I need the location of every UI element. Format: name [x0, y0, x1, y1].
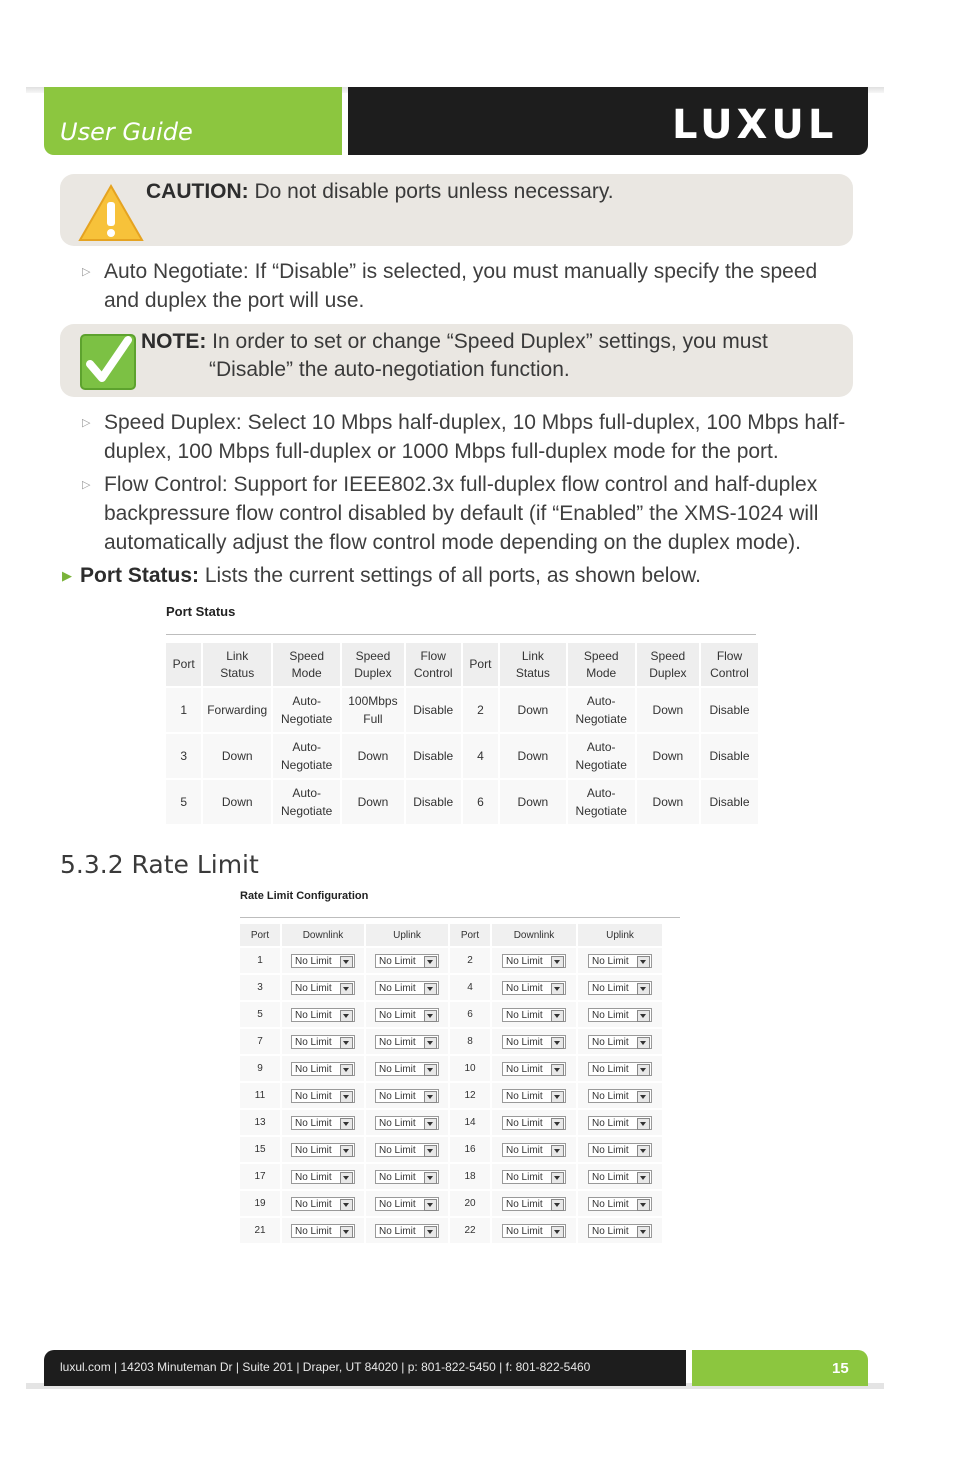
uplink-select[interactable]: No Limit [588, 981, 652, 995]
flow-control-line-1: Flow Control: Support for IEEE802.3x full-duplex flow control and half-duplex [104, 473, 818, 496]
uplink-select[interactable]: No Limit [375, 1089, 439, 1103]
uplink-select[interactable]: No Limit [375, 1116, 439, 1130]
dropdown-arrow-icon[interactable] [637, 1037, 650, 1049]
downlink-select[interactable]: No Limit [502, 1035, 566, 1049]
dropdown-arrow-icon[interactable] [551, 956, 564, 968]
port-number-cell: 11 [240, 1083, 280, 1108]
uplink-cell [578, 975, 662, 1000]
dropdown-arrow-icon[interactable] [340, 1199, 353, 1211]
rate-limit-divider [240, 917, 680, 918]
section-heading: 5.3.2 Rate Limit [60, 850, 259, 879]
port-status-table-frame [160, 640, 760, 818]
port-status-header-cell: Speed Mode [273, 643, 340, 686]
downlink-select[interactable]: No Limit [291, 1170, 355, 1184]
port-status-header-cell: Speed Duplex [342, 643, 403, 686]
dropdown-arrow-icon[interactable] [340, 1037, 353, 1049]
downlink-select[interactable]: No Limit [291, 954, 355, 968]
dropdown-arrow-icon[interactable] [424, 1091, 437, 1103]
dropdown-arrow-icon[interactable] [424, 1226, 437, 1238]
dropdown-arrow-icon[interactable] [340, 1226, 353, 1238]
downlink-cell [282, 975, 364, 1000]
port-status-cell: Disable [701, 688, 758, 732]
auto-negotiate-line-2: and duplex the port will use. [104, 289, 365, 312]
port-status-cell: Auto- Negotiate [568, 780, 635, 824]
downlink-select[interactable]: No Limit [502, 1089, 566, 1103]
rate-limit-row [240, 1002, 662, 1027]
port-number-cell: 10 [450, 1056, 490, 1081]
uplink-cell [578, 1110, 662, 1135]
downlink-cell [492, 1137, 576, 1162]
dropdown-arrow-icon[interactable] [637, 1172, 650, 1184]
dropdown-arrow-icon[interactable] [551, 983, 564, 995]
dropdown-arrow-icon[interactable] [340, 1064, 353, 1076]
downlink-select[interactable]: No Limit [291, 1062, 355, 1076]
rate-limit-row [240, 975, 662, 1000]
dropdown-arrow-icon[interactable] [551, 1118, 564, 1130]
downlink-cell [492, 1110, 576, 1135]
dropdown-arrow-icon[interactable] [637, 1145, 650, 1157]
downlink-select[interactable]: No Limit [291, 1224, 355, 1238]
port-status-cell: 4 [463, 734, 498, 778]
uplink-cell [366, 975, 448, 1000]
rate-limit-header-cell: Downlink [282, 924, 364, 946]
footer-contact: luxul.com | 14203 Minuteman Dr | Suite 201 | Draper, UT 84020 | p: 801-822-5450 | f: 801-822-5460 [60, 1360, 591, 1374]
rate-limit-table [238, 922, 664, 1245]
downlink-select[interactable]: No Limit [291, 1143, 355, 1157]
downlink-cell [282, 1083, 364, 1108]
rate-limit-row [240, 1029, 662, 1054]
rate-limit-table-frame [238, 922, 682, 1237]
rate-limit-header-cell: Port [450, 924, 490, 946]
dropdown-arrow-icon[interactable] [340, 1010, 353, 1022]
port-status-cell: Disable [406, 780, 461, 824]
downlink-cell [492, 1056, 576, 1081]
rate-limit-row [240, 948, 662, 973]
dropdown-arrow-icon[interactable] [424, 1037, 437, 1049]
rate-limit-row [240, 1056, 662, 1081]
dropdown-arrow-icon[interactable] [551, 1199, 564, 1211]
rate-limit-title: Rate Limit Configuration [240, 890, 369, 902]
dropdown-arrow-icon[interactable] [637, 1064, 650, 1076]
downlink-select[interactable]: No Limit [502, 1062, 566, 1076]
downlink-cell [282, 1191, 364, 1216]
port-number-cell: 16 [450, 1137, 490, 1162]
port-status-cell: Auto- Negotiate [568, 688, 635, 732]
port-status-cell: Down [203, 734, 271, 778]
rate-limit-row [240, 1083, 662, 1108]
downlink-select[interactable]: No Limit [502, 1197, 566, 1211]
uplink-cell [366, 1029, 448, 1054]
port-number-cell: 21 [240, 1218, 280, 1243]
note-label: NOTE: [141, 330, 207, 353]
port-number-cell: 9 [240, 1056, 280, 1081]
downlink-select[interactable]: No Limit [291, 981, 355, 995]
port-number-cell: 14 [450, 1110, 490, 1135]
uplink-cell [366, 1056, 448, 1081]
dropdown-arrow-icon[interactable] [340, 1091, 353, 1103]
downlink-cell [492, 1083, 576, 1108]
port-status-table [164, 641, 760, 826]
downlink-cell [492, 1002, 576, 1027]
port-status-cell: Forwarding [203, 688, 271, 732]
uplink-select[interactable]: No Limit [375, 954, 439, 968]
downlink-cell [282, 1137, 364, 1162]
rate-limit-row [240, 1137, 662, 1162]
port-status-divider [166, 634, 756, 635]
uplink-select[interactable]: No Limit [588, 1143, 652, 1157]
uplink-cell [578, 948, 662, 973]
uplink-cell [366, 948, 448, 973]
uplink-cell [578, 1002, 662, 1027]
dropdown-arrow-icon[interactable] [551, 1226, 564, 1238]
port-status-cell: 6 [463, 780, 498, 824]
uplink-select[interactable]: No Limit [375, 1062, 439, 1076]
dropdown-arrow-icon[interactable] [551, 1145, 564, 1157]
port-status-cell: Down [637, 780, 699, 824]
downlink-cell [492, 1191, 576, 1216]
port-number-cell: 8 [450, 1029, 490, 1054]
dropdown-arrow-icon[interactable] [340, 1145, 353, 1157]
speed-duplex-line-2: duplex, 100 Mbps full-duplex or 1000 Mbps full-duplex mode for the port. [104, 440, 779, 463]
flow-control-line-3: automatically adjust the flow control mode depending on the duplex mode). [104, 531, 801, 554]
port-status-cell: 100Mbps Full [342, 688, 403, 732]
page-number: 15 [832, 1360, 849, 1377]
port-status-text: Lists the current settings of all ports, as shown below. [204, 564, 701, 587]
port-number-cell: 4 [450, 975, 490, 1000]
port-status-cell: 5 [166, 780, 201, 824]
note-box [60, 324, 853, 397]
port-status-cell: Disable [701, 780, 758, 824]
port-status-cell: 3 [166, 734, 201, 778]
port-status-cell: Disable [406, 688, 461, 732]
downlink-select[interactable]: No Limit [291, 1089, 355, 1103]
dropdown-arrow-icon[interactable] [340, 1118, 353, 1130]
sub-bullet-marker: ▷ [82, 479, 91, 491]
port-status-cell: Down [500, 734, 566, 778]
dropdown-arrow-icon[interactable] [551, 1010, 564, 1022]
uplink-select[interactable]: No Limit [588, 1170, 652, 1184]
uplink-select[interactable]: No Limit [588, 1089, 652, 1103]
port-number-cell: 22 [450, 1218, 490, 1243]
dropdown-arrow-icon[interactable] [551, 1037, 564, 1049]
dropdown-arrow-icon[interactable] [424, 1064, 437, 1076]
port-status-header-cell: Flow Control [701, 643, 758, 686]
downlink-cell [282, 1029, 364, 1054]
rate-limit-row [240, 1110, 662, 1135]
downlink-cell [492, 1164, 576, 1189]
downlink-select[interactable]: No Limit [291, 1116, 355, 1130]
downlink-select[interactable]: No Limit [291, 1197, 355, 1211]
uplink-cell [578, 1137, 662, 1162]
port-status-cell: Auto- Negotiate [568, 734, 635, 778]
uplink-select[interactable]: No Limit [375, 981, 439, 995]
dropdown-arrow-icon[interactable] [637, 983, 650, 995]
downlink-select[interactable]: No Limit [502, 981, 566, 995]
port-status-header-cell: Flow Control [406, 643, 461, 686]
dropdown-arrow-icon[interactable] [424, 1145, 437, 1157]
warning-triangle-icon [78, 184, 144, 242]
port-status-header-cell: Link Status [500, 643, 566, 686]
downlink-select[interactable]: No Limit [502, 1008, 566, 1022]
uplink-cell [578, 1029, 662, 1054]
dropdown-arrow-icon[interactable] [551, 1172, 564, 1184]
uplink-select[interactable]: No Limit [375, 1143, 439, 1157]
uplink-select[interactable]: No Limit [588, 1062, 652, 1076]
downlink-select[interactable]: No Limit [291, 1035, 355, 1049]
dropdown-arrow-icon[interactable] [340, 983, 353, 995]
dropdown-arrow-icon[interactable] [424, 1172, 437, 1184]
dropdown-arrow-icon[interactable] [637, 1226, 650, 1238]
downlink-cell [282, 1002, 364, 1027]
dropdown-arrow-icon[interactable] [424, 1010, 437, 1022]
downlink-cell [282, 948, 364, 973]
dropdown-arrow-icon[interactable] [424, 983, 437, 995]
port-status-cell: Disable [406, 734, 461, 778]
port-status-cell: Down [637, 688, 699, 732]
dropdown-arrow-icon[interactable] [340, 956, 353, 968]
downlink-select[interactable]: No Limit [291, 1008, 355, 1022]
uplink-select[interactable]: No Limit [375, 1008, 439, 1022]
dropdown-arrow-icon[interactable] [424, 1118, 437, 1130]
port-status-row [166, 780, 758, 824]
auto-negotiate-line-1: Auto Negotiate: If “Disable” is selected, you must manually specify the speed [104, 260, 818, 283]
uplink-select[interactable]: No Limit [588, 954, 652, 968]
uplink-cell [366, 1002, 448, 1027]
uplink-cell [366, 1083, 448, 1108]
uplink-cell [578, 1191, 662, 1216]
port-status-cell: Down [342, 780, 403, 824]
uplink-cell [578, 1218, 662, 1243]
downlink-cell [492, 1218, 576, 1243]
port-status-label: Port Status: [80, 564, 200, 587]
port-status-header-cell: Port [463, 643, 498, 686]
dropdown-arrow-icon[interactable] [551, 1064, 564, 1076]
port-status-cell: Down [500, 780, 566, 824]
main-bullet-marker: ▶ [62, 568, 72, 583]
downlink-select[interactable]: No Limit [502, 954, 566, 968]
dropdown-arrow-icon[interactable] [424, 956, 437, 968]
port-number-cell: 17 [240, 1164, 280, 1189]
port-status-cell: 2 [463, 688, 498, 732]
port-status-cell: Down [203, 780, 271, 824]
port-number-cell: 6 [450, 1002, 490, 1027]
port-number-cell: 19 [240, 1191, 280, 1216]
caution-box [60, 174, 853, 246]
port-number-cell: 7 [240, 1029, 280, 1054]
luxul-logo: LUXUL [672, 102, 838, 148]
uplink-cell [366, 1218, 448, 1243]
uplink-cell [578, 1083, 662, 1108]
checkmark-icon [80, 334, 136, 390]
caution-label: CAUTION: [146, 180, 249, 203]
sub-bullet-marker: ▷ [82, 417, 91, 429]
downlink-select[interactable]: No Limit [502, 1170, 566, 1184]
downlink-cell [282, 1056, 364, 1081]
port-status-bullet [80, 561, 701, 590]
port-status-cell: Auto- Negotiate [273, 688, 340, 732]
downlink-cell [282, 1110, 364, 1135]
caution-text: Do not disable ports unless necessary. [254, 180, 614, 203]
downlink-select[interactable]: No Limit [502, 1116, 566, 1130]
rate-limit-row [240, 1164, 662, 1189]
port-number-cell: 5 [240, 1002, 280, 1027]
dropdown-arrow-icon[interactable] [424, 1199, 437, 1211]
dropdown-arrow-icon[interactable] [637, 1118, 650, 1130]
uplink-select[interactable]: No Limit [588, 1035, 652, 1049]
rate-limit-header-cell: Downlink [492, 924, 576, 946]
port-status-cell: Down [342, 734, 403, 778]
uplink-select[interactable]: No Limit [375, 1035, 439, 1049]
uplink-select[interactable]: No Limit [375, 1197, 439, 1211]
port-number-cell: 20 [450, 1191, 490, 1216]
rate-limit-header-cell: Port [240, 924, 280, 946]
port-status-title: Port Status [166, 604, 236, 619]
port-number-cell: 15 [240, 1137, 280, 1162]
port-number-cell: 3 [240, 975, 280, 1000]
downlink-cell [492, 975, 576, 1000]
port-status-header-cell: Speed Mode [568, 643, 635, 686]
port-number-cell: 2 [450, 948, 490, 973]
downlink-cell [492, 948, 576, 973]
port-status-cell: 1 [166, 688, 201, 732]
uplink-cell [366, 1191, 448, 1216]
flow-control-line-2: backpressure flow control disabled by default (if “Enabled” the XMS-1024 will [104, 502, 819, 525]
rate-limit-header-cell: Uplink [366, 924, 448, 946]
uplink-select[interactable]: No Limit [375, 1170, 439, 1184]
port-status-row [166, 734, 758, 778]
uplink-select[interactable]: No Limit [588, 1008, 652, 1022]
downlink-cell [282, 1218, 364, 1243]
downlink-cell [282, 1164, 364, 1189]
rate-limit-row [240, 1218, 662, 1243]
dropdown-arrow-icon[interactable] [637, 1010, 650, 1022]
speed-duplex-line-1: Speed Duplex: Select 10 Mbps half-duplex, 10 Mbps full-duplex, 100 Mbps half- [104, 411, 846, 434]
uplink-cell [366, 1137, 448, 1162]
port-status-cell: Down [637, 734, 699, 778]
uplink-cell [366, 1164, 448, 1189]
uplink-select[interactable]: No Limit [588, 1197, 652, 1211]
header-title: User Guide [60, 118, 193, 146]
uplink-cell [578, 1164, 662, 1189]
port-status-cell: Auto- Negotiate [273, 734, 340, 778]
port-status-row [166, 688, 758, 732]
port-status-header-cell: Link Status [203, 643, 271, 686]
port-number-cell: 1 [240, 948, 280, 973]
note-line-1: In order to set or change “Speed Duplex” settings, you must [212, 330, 768, 353]
uplink-select[interactable]: No Limit [588, 1224, 652, 1238]
port-number-cell: 18 [450, 1164, 490, 1189]
port-status-cell: Auto- Negotiate [273, 780, 340, 824]
rate-limit-header-cell: Uplink [578, 924, 662, 946]
dropdown-arrow-icon[interactable] [637, 956, 650, 968]
downlink-select[interactable]: No Limit [502, 1143, 566, 1157]
dropdown-arrow-icon[interactable] [340, 1172, 353, 1184]
uplink-cell [578, 1056, 662, 1081]
dropdown-arrow-icon[interactable] [551, 1091, 564, 1103]
note-line-2: “Disable” the auto-negotiation function. [209, 358, 570, 381]
port-number-cell: 13 [240, 1110, 280, 1135]
uplink-select[interactable]: No Limit [375, 1224, 439, 1238]
port-number-cell: 12 [450, 1083, 490, 1108]
dropdown-arrow-icon[interactable] [637, 1091, 650, 1103]
downlink-select[interactable]: No Limit [502, 1224, 566, 1238]
downlink-cell [492, 1029, 576, 1054]
dropdown-arrow-icon[interactable] [637, 1199, 650, 1211]
port-status-header-cell: Port [166, 643, 201, 686]
uplink-cell [366, 1110, 448, 1135]
uplink-select[interactable]: No Limit [588, 1116, 652, 1130]
port-status-cell: Disable [701, 734, 758, 778]
rate-limit-row [240, 1191, 662, 1216]
port-status-cell: Down [500, 688, 566, 732]
port-status-header-cell: Speed Duplex [637, 643, 699, 686]
sub-bullet-marker: ▷ [82, 266, 91, 278]
